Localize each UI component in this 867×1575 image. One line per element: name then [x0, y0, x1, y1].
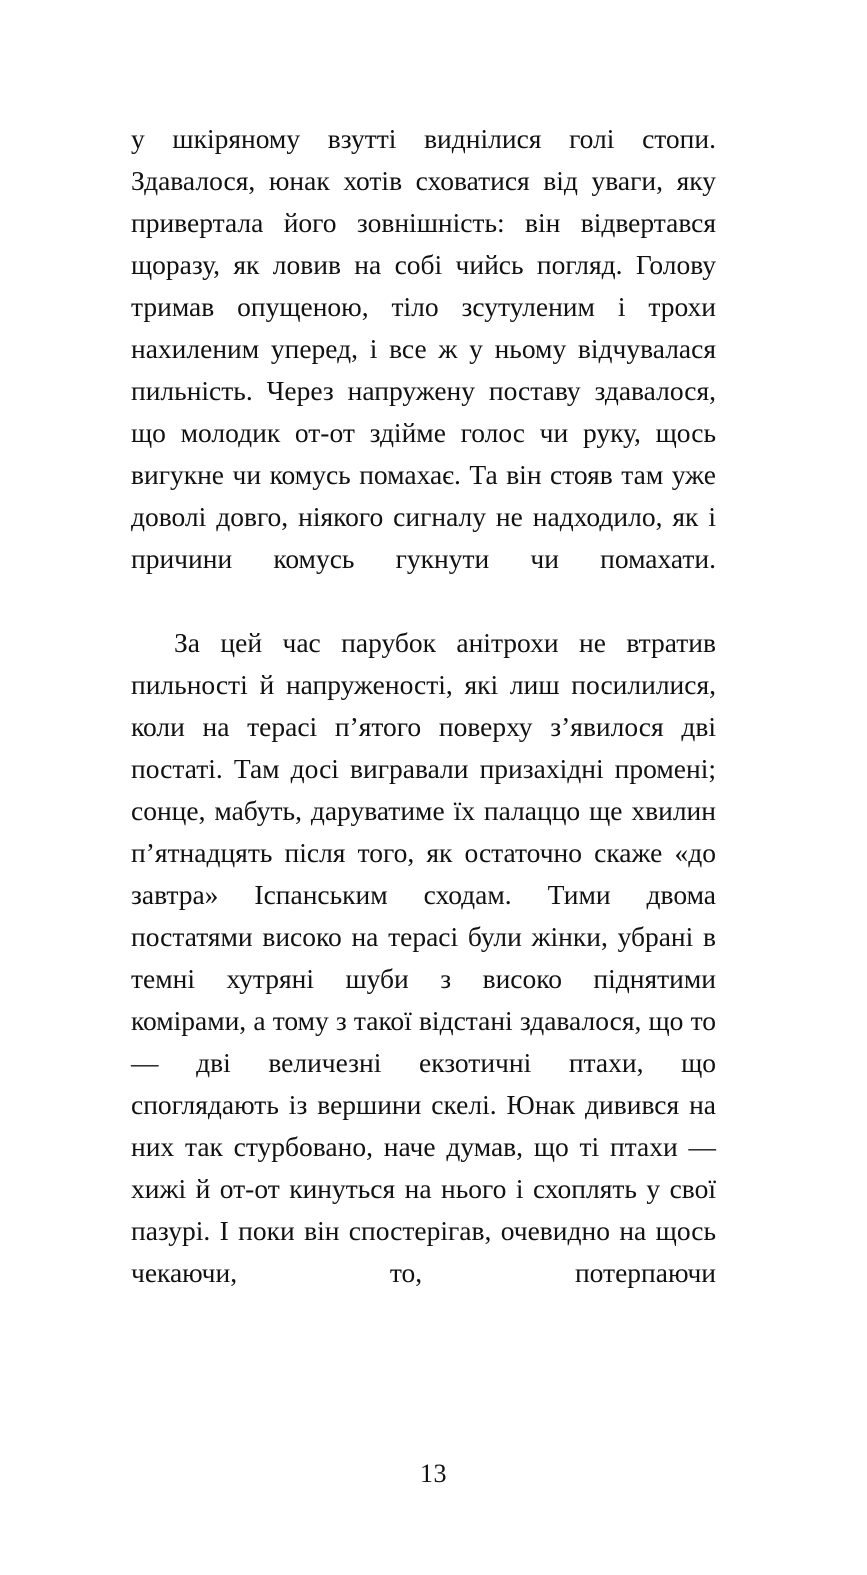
- page-text-block: [131, 118, 716, 1336]
- body-paragraph-1: у шкіряному взутті виднілися голі стопи. Здавалося, юнак хотів сховатися від уваги, яку привертала його зовнішність: він відвертався щоразу, як ловив на собі чийсь погляд. Голову тримав опущеною, тіло зсутуленим і трохи нахиленим уперед, і все ж у ньому відчувалася пильність. Через напружену поставу здавалося, що молодик от-от здійме голос чи руку, щось вигукне чи комусь помахає. Та він стояв там уже доволі довго, ніякого сигналу не надходило, як і причини комусь гукнути чи помахати.: [131, 123, 716, 574]
- page-number: 13: [420, 1459, 447, 1488]
- body-paragraph-2: За цей час парубок анітрохи не втратив пильності й напруженості, які лиш посилилися, коли на терасі п’ятого поверху з’явилося дві постаті. Там досі вигравали призахідні промені; сонце, мабуть, даруватиме їх палаццо ще хвилин п’ятнадцять після того, як остаточно скаже «до завтра» Іспанським сходам. Тими двома постатями високо на терасі були жінки, убрані в темні хутряні шуби з високо піднятими комірами, а тому з такої відстані здавалося, що то — дві величезні екзотичні птахи, що споглядають із вершини скелі. Юнак дивився на них так стурбовано, наче думав, що ті птахи — хижі й от-от кинуться на нього і схоплять у свої пазурі. І поки він спостерігав, очевидно на щось чекаючи, то, потерпаючи: [131, 627, 716, 1288]
